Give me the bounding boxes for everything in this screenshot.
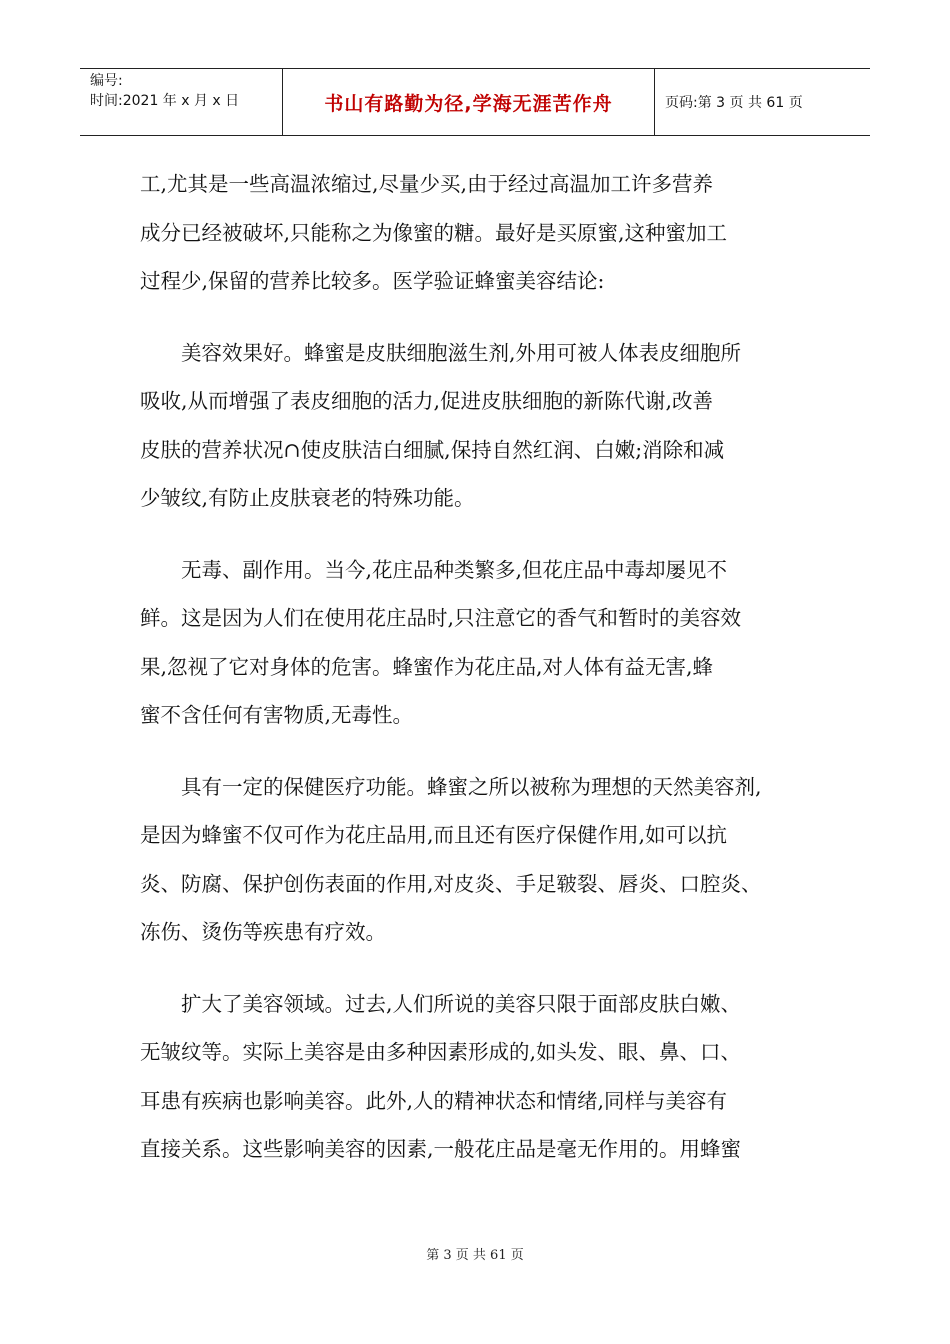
text-line: 少皱纹,有防止皮肤衰老的特殊功能。 <box>140 486 475 510</box>
paragraph-medical-function <box>140 763 820 957</box>
header-meta <box>80 69 283 135</box>
text-line: 是因为蜂蜜不仅可作为花庄品用,而且还有医疗保健作用,如可以抗 <box>140 823 728 847</box>
page-header <box>80 68 870 136</box>
document-time-label: 时间:2021 年 x 月 x 日 <box>90 93 240 109</box>
document-number-label: 编号: <box>90 73 123 89</box>
text-line: 耳患有疾病也影响美容。此外,人的精神状态和情绪,同样与美容有 <box>140 1088 728 1113</box>
text-line: 无毒、副作用。当今,花庄品种类繁多,但花庄品中毒却屡见不 <box>181 557 728 582</box>
text-line: 无皱纹等。实际上美容是由多种因素形成的,如头发、眼、鼻、口、 <box>140 1040 742 1064</box>
text-line: 吸收,从而增强了表皮细胞的活力,促进皮肤细胞的新陈代谢,改善 <box>140 389 714 413</box>
text-line: 过程少,保留的营养比较多。医学验证蜂蜜美容结论: <box>140 269 605 293</box>
paragraph-no-toxicity <box>140 546 820 740</box>
text-line: 具有一定的保健医疗功能。蜂蜜之所以被称为理想的天然美容剂, <box>181 774 762 799</box>
text-line: 冻伤、烫伤等疾患有疗效。 <box>140 920 386 944</box>
paragraph-continuation <box>140 160 820 306</box>
text-line: 美容效果好。蜂蜜是皮肤细胞滋生剂,外用可被人体表皮细胞所 <box>181 340 742 365</box>
text-line: 鲜。这是因为人们在使用花庄品时,只注意它的香气和暂时的美容效 <box>140 606 742 630</box>
text-line: 扩大了美容领域。过去,人们所说的美容只限于面部皮肤白嫩、 <box>181 991 742 1016</box>
text-line: 皮肤的营养状况∩使皮肤洁白细腻,保持自然红润、白嫩;消除和减 <box>140 437 725 462</box>
text-line: 直接关系。这些影响美容的因素,一般花庄品是毫无作用的。用蜂蜜 <box>140 1137 742 1161</box>
text-line: 成分已经被破坏,只能称之为像蜜的糖。最好是买原蜜,这种蜜加工 <box>140 220 728 245</box>
paragraph-beauty-effect <box>140 329 820 523</box>
text-line: 炎、防腐、保护创伤表面的作用,对皮炎、手足皲裂、唇炎、口腔炎、 <box>140 871 762 896</box>
page-footer: 第 3 页 共 61 页 <box>426 1248 524 1263</box>
text-line: 果,忽视了它对身体的危害。蜂蜜作为花庄品,对人体有益无害,蜂 <box>140 654 714 679</box>
text-line: 工,尤其是一些高温浓缩过,尽量少买,由于经过高温加工许多营养 <box>140 172 714 196</box>
paragraph-expanded-field <box>140 980 820 1174</box>
document-body <box>140 160 820 1197</box>
header-page-info: 页码:第 3 页 共 61 页 <box>665 95 803 111</box>
text-line: 蜜不含任何有害物质,无毒性。 <box>140 703 414 727</box>
header-motto: 书山有路勤为径,学海无涯苦作舟 <box>283 69 655 135</box>
